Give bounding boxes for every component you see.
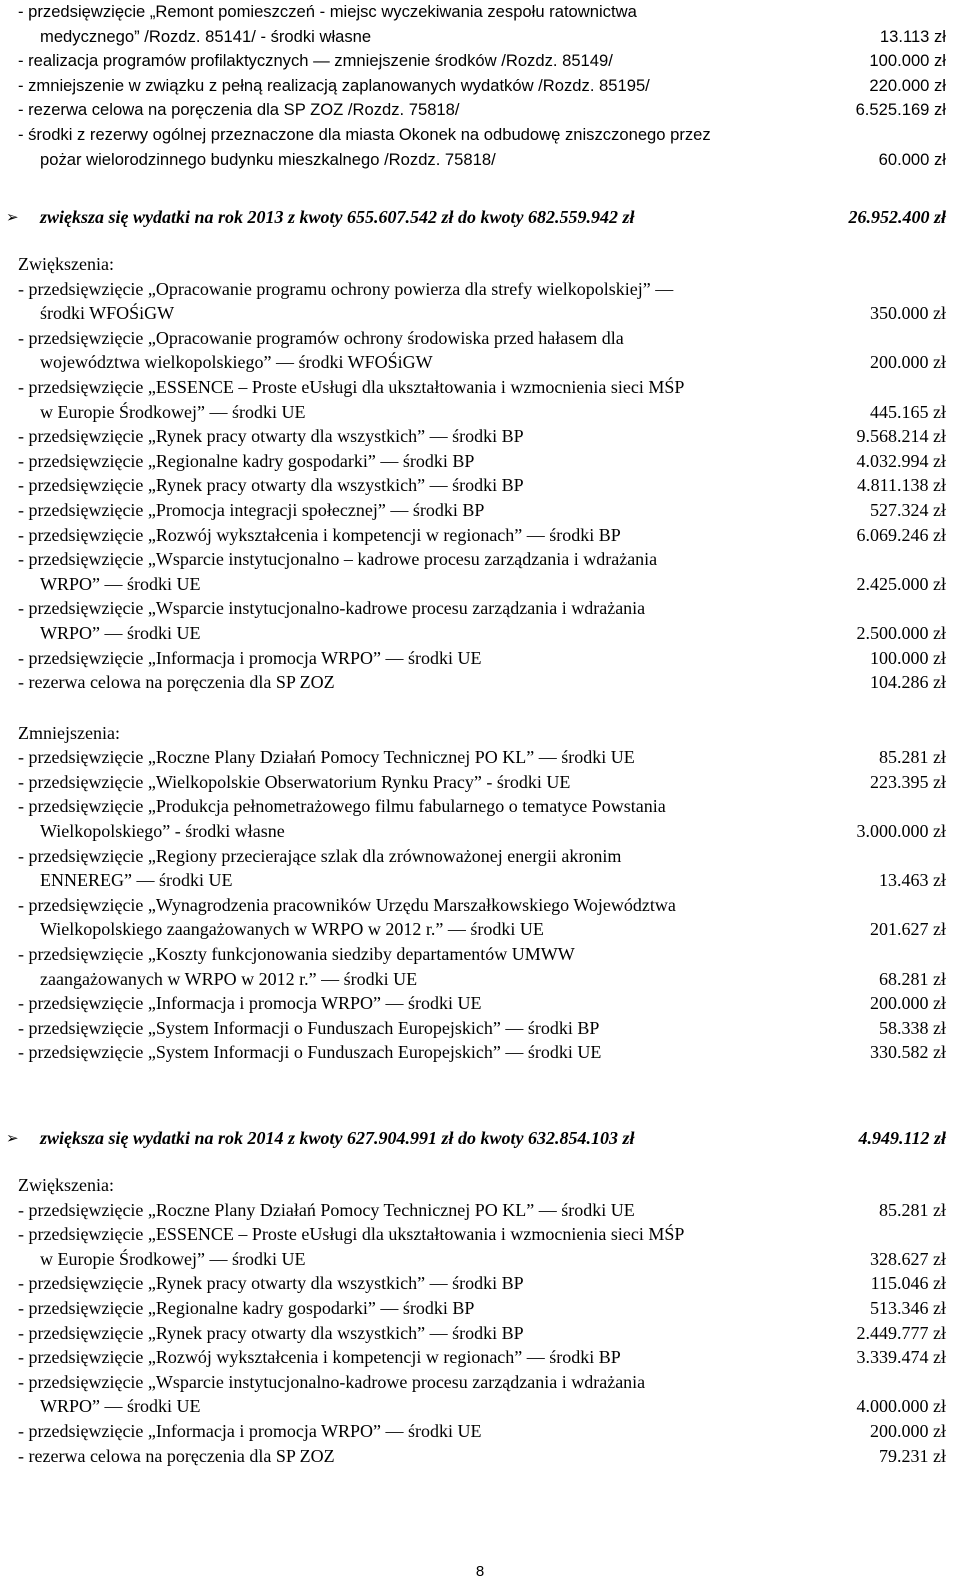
item-amount: 2.449.777 zł	[856, 1322, 946, 1343]
list-item-line	[0, 770, 960, 795]
list-item-line	[0, 942, 960, 967]
list-item-line	[0, 1198, 960, 1223]
list-item-line	[0, 893, 960, 918]
item-text: - przedsięwzięcie „Koszty funkcjonowania siedziby departamentów UMWW	[18, 944, 575, 965]
list-item-line	[0, 49, 960, 74]
list-item	[0, 123, 960, 172]
item-amount: 200.000 zł	[870, 993, 946, 1014]
list-item-line	[0, 1444, 960, 1469]
item-text: WRPO” — środki UE	[40, 1396, 201, 1417]
list-item-line	[0, 646, 960, 671]
list-item	[0, 1040, 960, 1065]
item-amount: 68.281 zł	[879, 968, 946, 989]
list-item	[0, 523, 960, 548]
item-text: - zmniejszenie w związku z pełną realizacją zaplanowanych wydatków /Rozdz. 85195/	[18, 75, 650, 95]
item-text: województwa wielkopolskiego” — środki WFOŚiGW	[40, 352, 433, 373]
list-item	[0, 844, 960, 893]
list-item-line	[0, 868, 960, 893]
list-item-line	[0, 967, 960, 992]
increases-list-2013	[0, 277, 960, 695]
item-text: zaangażowanych w WRPO w 2012 r.” — środki UE	[40, 968, 418, 989]
item-amount: 4.000.000 zł	[856, 1396, 946, 1417]
item-amount: 100.000 zł	[870, 647, 946, 668]
list-item	[0, 375, 960, 424]
list-item-line	[0, 98, 960, 123]
list-item-line	[0, 523, 960, 548]
list-item	[0, 596, 960, 645]
item-amount: 13.463 zł	[879, 870, 946, 891]
list-item-line	[0, 301, 960, 326]
list-item-line	[0, 1247, 960, 1272]
item-text: - realizacja programów profilaktycznych — zmniejszenie środków /Rozdz. 85149/	[18, 51, 613, 71]
item-amount: 2.500.000 zł	[856, 622, 946, 643]
section-2013-title: zwiększa się wydatki na rok 2013 z kwoty 655.607.542 zł do kwoty 682.559.942 zł	[40, 207, 635, 227]
item-amount: 201.627 zł	[870, 919, 946, 940]
list-item-line	[0, 424, 960, 449]
section-2013-amount: 26.952.400 zł	[848, 207, 946, 227]
list-item	[0, 49, 960, 74]
increases-list-2014	[0, 1198, 960, 1469]
item-amount: 220.000 zł	[869, 75, 946, 95]
item-text: - przedsięwzięcie „Rozwój wykształcenia i kompetencji w regionach” — środki BP	[18, 524, 621, 545]
item-text: - przedsięwzięcie „Rynek pracy otwarty dla wszystkich” — środki BP	[18, 426, 524, 447]
list-item-line	[0, 375, 960, 400]
item-text: - przedsięwzięcie „Regionalne kadry gospodarki” — środki BP	[18, 450, 475, 471]
list-item-line	[0, 1222, 960, 1247]
section-2014-heading	[0, 1125, 960, 1151]
list-item-line	[0, 400, 960, 425]
list-item	[0, 893, 960, 942]
list-item-line	[0, 1040, 960, 1065]
list-item	[0, 547, 960, 596]
page-number: 8	[475, 1563, 485, 1580]
item-text: - przedsięwzięcie „System Informacji o Funduszach Europejskich” — środki UE	[18, 1042, 602, 1063]
item-text: - przedsięwzięcie „Wsparcie instytucjonalno-kadrowe procesu zarządzania i wdrażania	[18, 1371, 646, 1392]
list-item-line	[0, 670, 960, 695]
list-item-line	[0, 596, 960, 621]
list-item	[0, 745, 960, 770]
list-item-line	[0, 350, 960, 375]
arrow-bullet-icon: ➢	[6, 1129, 19, 1147]
item-amount: 6.069.246 zł	[856, 524, 946, 545]
list-item	[0, 770, 960, 795]
item-text: medycznego” /Rozdz. 85141/ - środki własne	[40, 26, 372, 46]
item-text: - przedsięwzięcie „Regionalne kadry gospodarki” — środki BP	[18, 1297, 475, 1318]
item-amount: 9.568.214 zł	[856, 426, 946, 447]
list-item	[0, 794, 960, 843]
list-item-line	[0, 745, 960, 770]
item-amount: 60.000 zł	[878, 149, 946, 169]
decreases-list-2013	[0, 745, 960, 1065]
list-item-line	[0, 473, 960, 498]
item-text: - przedsięwzięcie „Informacja i promocja WRPO” — środki UE	[18, 993, 482, 1014]
item-text: - przedsięwzięcie „Wielkopolskie Obserwatorium Rynku Pracy” - środki UE	[18, 771, 571, 792]
item-text: pożar wielorodzinnego budynku mieszkalnego /Rozdz. 75818/	[40, 149, 496, 169]
item-text: - przedsięwzięcie „ESSENCE – Proste eUsługi dla ukształtowania i wzmocnienia sieci MŚP	[18, 1224, 685, 1245]
item-text: - przedsięwzięcie „Wsparcie instytucjonalno-kadrowe procesu zarządzania i wdrażania	[18, 598, 646, 619]
item-text: - przedsięwzięcie „Rozwój wykształcenia i kompetencji w regionach” — środki BP	[18, 1347, 621, 1368]
list-item-line	[0, 277, 960, 302]
increases-label-2013: Zwiększenia:	[18, 254, 114, 274]
item-text: - przedsięwzięcie „Opracowanie programów ochrony środowiska przed hałasem dla	[18, 327, 624, 348]
item-text: - przedsięwzięcie „ESSENCE – Proste eUsługi dla ukształtowania i wzmocnienia sieci MŚP	[18, 376, 685, 397]
decreases-label-2013: Zmniejszenia:	[18, 722, 120, 743]
item-amount: 513.346 zł	[870, 1297, 946, 1318]
item-text: Wielkopolskiego zaangażowanych w WRPO w 2012 r.” — środki UE	[40, 919, 544, 940]
item-text: - przedsięwzięcie „Wynagrodzenia pracowników Urzędu Marszałkowskiego Województwa	[18, 894, 676, 915]
item-amount: 104.286 zł	[870, 672, 946, 693]
list-item-line	[0, 25, 960, 50]
list-item-line	[0, 1419, 960, 1444]
item-text: - rezerwa celowa na poręczenia dla SP ZOZ	[18, 1445, 335, 1466]
list-item	[0, 498, 960, 523]
list-item-line	[0, 1016, 960, 1041]
list-item-line	[0, 498, 960, 523]
list-item-line	[0, 917, 960, 942]
item-amount: 350.000 zł	[870, 303, 946, 324]
section-2014-title: zwiększa się wydatki na rok 2014 z kwoty 627.904.991 zł do kwoty 632.854.103 zł	[40, 1128, 635, 1148]
item-text: Wielkopolskiego” - środki własne	[40, 821, 285, 842]
list-item-line	[0, 1345, 960, 1370]
item-text: w Europie Środkowej” — środki UE	[40, 1248, 306, 1269]
list-item	[0, 1222, 960, 1271]
item-amount: 6.525.169 zł	[855, 100, 946, 120]
item-amount: 3.000.000 zł	[856, 821, 946, 842]
list-item-line	[0, 1394, 960, 1419]
list-item	[0, 1198, 960, 1223]
item-text: - przedsięwzięcie „Roczne Plany Działań Pomocy Technicznej PO KL” — środki UE	[18, 1199, 635, 1220]
item-text: - przedsięwzięcie „Informacja i promocja WRPO” — środki UE	[18, 647, 482, 668]
list-item-line	[0, 844, 960, 869]
list-item	[0, 646, 960, 671]
list-item-line	[0, 1370, 960, 1395]
list-item	[0, 1296, 960, 1321]
list-item	[0, 326, 960, 375]
list-item-line	[0, 572, 960, 597]
list-item-line	[0, 621, 960, 646]
item-amount: 115.046 zł	[870, 1273, 946, 1294]
list-item	[0, 424, 960, 449]
item-amount: 2.425.000 zł	[856, 573, 946, 594]
item-amount: 100.000 zł	[869, 51, 946, 71]
list-item-line	[0, 449, 960, 474]
section-2014-amount: 4.949.112 zł	[858, 1128, 946, 1148]
item-amount: 4.811.138 zł	[857, 475, 946, 496]
list-item	[0, 98, 960, 123]
list-item-line	[0, 991, 960, 1016]
item-text: środki WFOŚiGW	[40, 303, 175, 324]
item-amount: 328.627 zł	[870, 1248, 946, 1269]
list-item-line	[0, 1321, 960, 1346]
list-item	[0, 449, 960, 474]
item-amount: 445.165 zł	[870, 401, 946, 422]
list-item-line	[0, 1296, 960, 1321]
list-item	[0, 942, 960, 991]
item-amount: 330.582 zł	[870, 1042, 946, 1063]
item-amount: 79.231 zł	[879, 1445, 946, 1466]
list-item	[0, 1370, 960, 1419]
item-text: ENNEREG” — środki UE	[40, 870, 233, 891]
list-item-line	[0, 148, 960, 173]
section-2013-heading	[0, 204, 960, 230]
item-text: - przedsięwzięcie „Roczne Plany Działań Pomocy Technicznej PO KL” — środki UE	[18, 747, 635, 768]
item-amount: 85.281 zł	[879, 1199, 946, 1220]
item-amount: 527.324 zł	[870, 499, 946, 520]
item-text: WRPO” — środki UE	[40, 622, 201, 643]
list-item-line	[0, 1271, 960, 1296]
intro-list	[0, 0, 960, 172]
increases-label-2014: Zwiększenia:	[18, 1175, 114, 1195]
list-item	[0, 473, 960, 498]
item-text: - rezerwa celowa na poręczenia dla SP ZOZ /Rozdz. 75818/	[18, 100, 460, 120]
item-text: - przedsięwzięcie „Promocja integracji społecznej” — środki BP	[18, 499, 485, 520]
list-item-line	[0, 547, 960, 572]
list-item	[0, 991, 960, 1016]
list-item	[0, 1444, 960, 1469]
item-amount: 200.000 zł	[870, 352, 946, 373]
item-text: - przedsięwzięcie „System Informacji o Funduszach Europejskich” — środki BP	[18, 1017, 600, 1038]
item-text: - przedsięwzięcie „Rynek pracy otwarty dla wszystkich” — środki BP	[18, 475, 524, 496]
list-item	[0, 1321, 960, 1346]
item-text: - przedsięwzięcie „Rynek pracy otwarty dla wszystkich” — środki BP	[18, 1322, 524, 1343]
list-item-line	[0, 74, 960, 99]
item-amount: 58.338 zł	[879, 1017, 946, 1038]
item-text: - przedsięwzięcie „Produkcja pełnometrażowego filmu fabularnego o tematyce Powstania	[18, 796, 666, 817]
item-amount: 200.000 zł	[870, 1420, 946, 1441]
arrow-bullet-icon: ➢	[6, 208, 19, 226]
item-amount: 3.339.474 zł	[856, 1347, 946, 1368]
item-text: WRPO” — środki UE	[40, 573, 201, 594]
item-text: - przedsięwzięcie „Remont pomieszczeń - miejsc wyczekiwania zespołu ratownictwa	[18, 2, 637, 21]
item-amount: 4.032.994 zł	[856, 450, 946, 471]
item-text: - przedsięwzięcie „Informacja i promocja WRPO” — środki UE	[18, 1420, 482, 1441]
list-item	[0, 74, 960, 99]
list-item	[0, 277, 960, 326]
section-2014	[0, 1125, 960, 1468]
list-item-line	[0, 0, 960, 25]
list-item-line	[0, 819, 960, 844]
item-text: - przedsięwzięcie „Rynek pracy otwarty dla wszystkich” — środki BP	[18, 1273, 524, 1294]
item-text: - rezerwa celowa na poręczenia dla SP ZOZ	[18, 672, 335, 693]
list-item	[0, 1345, 960, 1370]
list-item	[0, 670, 960, 695]
item-amount: 223.395 zł	[870, 771, 946, 792]
item-text: w Europie Środkowej” — środki UE	[40, 401, 306, 422]
list-item-line	[0, 794, 960, 819]
list-item	[0, 1271, 960, 1296]
item-text: - środki z rezerwy ogólnej przeznaczone dla miasta Okonek na odbudowę zniszczonego przez	[18, 124, 711, 144]
item-amount: 85.281 zł	[879, 747, 946, 768]
list-item	[0, 0, 960, 49]
list-item-line	[0, 123, 960, 148]
list-item	[0, 1016, 960, 1041]
list-item	[0, 1419, 960, 1444]
item-text: - przedsięwzięcie „Regiony przecierające szlak dla zrównoważonej energii akronim	[18, 845, 622, 866]
item-text: - przedsięwzięcie „Wsparcie instytucjonalno – kadrowe procesu zarządzania i wdrażania	[18, 549, 658, 570]
item-amount: 13.113 zł	[879, 26, 946, 46]
section-2013	[0, 204, 960, 1065]
list-item-line	[0, 326, 960, 351]
item-text: - przedsięwzięcie „Opracowanie programu ochrony powierza dla strefy wielkopolskiej” —	[18, 278, 674, 299]
